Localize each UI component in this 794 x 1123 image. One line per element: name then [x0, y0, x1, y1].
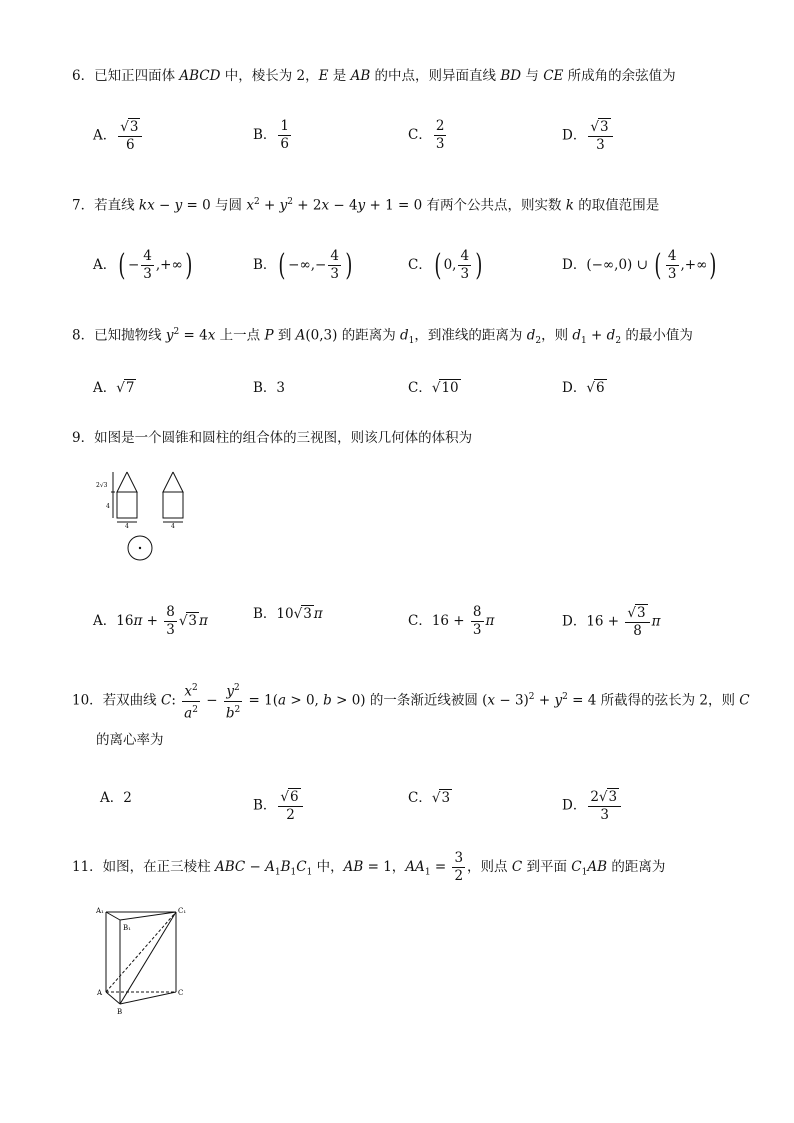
- three-view-figure: [95, 470, 205, 562]
- question-11-stem: 11．如图，在正三棱柱 ABC − $A_1B_1C_1$ 中，AB = 1，$AA_1$ = $\frac{3}{2}$ ，则点 C 到平面 $C_1AB$ 的距离为: [72, 850, 666, 884]
- figure-label-width-front: 4: [125, 523, 129, 530]
- question-7-stem: 7．若直线 kx − y = 0 与圆 $x^2 + y^2 + 2x - 4y + 1 = 0$ 有两个公共点，则实数 k 的取值范围是: [72, 197, 660, 214]
- label-a: A: [97, 989, 103, 997]
- label-a1: A₁: [96, 907, 104, 915]
- question-6-option-c: C． $\frac{2}{3}$: [408, 118, 445, 152]
- question-7-option-c: C．( 0, $\frac{4}{3}$ ): [408, 247, 483, 283]
- question-8-option-c: C．√10: [408, 380, 459, 396]
- question-9-option-a: A．16π + $\frac{8}{3}$ √3 π: [93, 604, 208, 638]
- question-8-option-b: B．3: [253, 380, 286, 396]
- question-10-stem: 10．若双曲线 C: $\frac{x^2}{a^2}$ − $\frac{y^2}{b^2}$ = 1(a > 0, b > 0) 的一条渐近线被圆 $(x - 3)^2 + y^2 = 4$ 所截得的弦长为 2，则 C: [72, 680, 750, 722]
- question-9-option-c: C．16 + $\frac{8}{3}$ π: [408, 604, 495, 638]
- figure-label-height-cone: 2√3: [96, 482, 108, 489]
- figure-label-width-side: 4: [171, 523, 175, 530]
- question-6-option-d: D． $\frac{√3}{3}$: [562, 118, 615, 154]
- question-8-option-d: D．√6: [562, 380, 605, 396]
- question-7-option-a: A．( − $\frac{4}{3}$ ,+∞): [93, 247, 193, 283]
- question-6-option-b: B． $\frac{1}{6}$: [253, 118, 290, 152]
- label-b: B: [117, 1008, 123, 1016]
- question-8-option-a: A．√7: [93, 380, 135, 396]
- question-8-stem: 8．已知抛物线 $y^2 = 4x$ 上一点 P 到 A(0,3) 的距离为 $d_1$，到准线的距离为 $d_2$，则 $d_1 + d_2$ 的最小值为: [72, 327, 693, 347]
- question-9-option-b: B．10√3 π: [253, 606, 323, 622]
- label-c1: C₁: [178, 907, 187, 915]
- question-10-option-b: B． $\frac{√6}{2}$: [253, 788, 305, 824]
- question-6-option-a: A． $\frac{√3}{6}$: [93, 118, 144, 154]
- question-10-option-d: D． $\frac{2√3}{3}$: [562, 788, 623, 824]
- question-10-stem-continued: 的离心率为: [96, 732, 164, 748]
- question-10-option-c: C．√3: [408, 790, 451, 806]
- question-6-stem: 6．已知正四面体 ABCD 中，棱长为 2，E 是 AB 的中点，则异面直线 BD 与 CE 所成角的余弦值为: [72, 68, 676, 84]
- question-7-option-b: B．( −∞,− $\frac{4}{3}$ ): [253, 247, 353, 283]
- label-b1: B₁: [123, 924, 131, 932]
- label-c: C: [178, 989, 184, 997]
- question-9-stem: 9．如图是一个圆锥和圆柱的组合体的三视图，则该几何体的体积为: [72, 430, 473, 446]
- question-10-option-a: A．2: [100, 790, 132, 806]
- figure-label-height-cylinder: 4: [106, 503, 110, 510]
- top-view-center-dot: [139, 547, 141, 549]
- prism-figure: [92, 900, 192, 1020]
- question-9-option-d: D．16 + $\frac{√3}{8}$ π: [562, 605, 661, 639]
- question-7-option-d: D．(−∞,0) ∪ ( $\frac{4}{3}$ ,+∞): [562, 247, 717, 283]
